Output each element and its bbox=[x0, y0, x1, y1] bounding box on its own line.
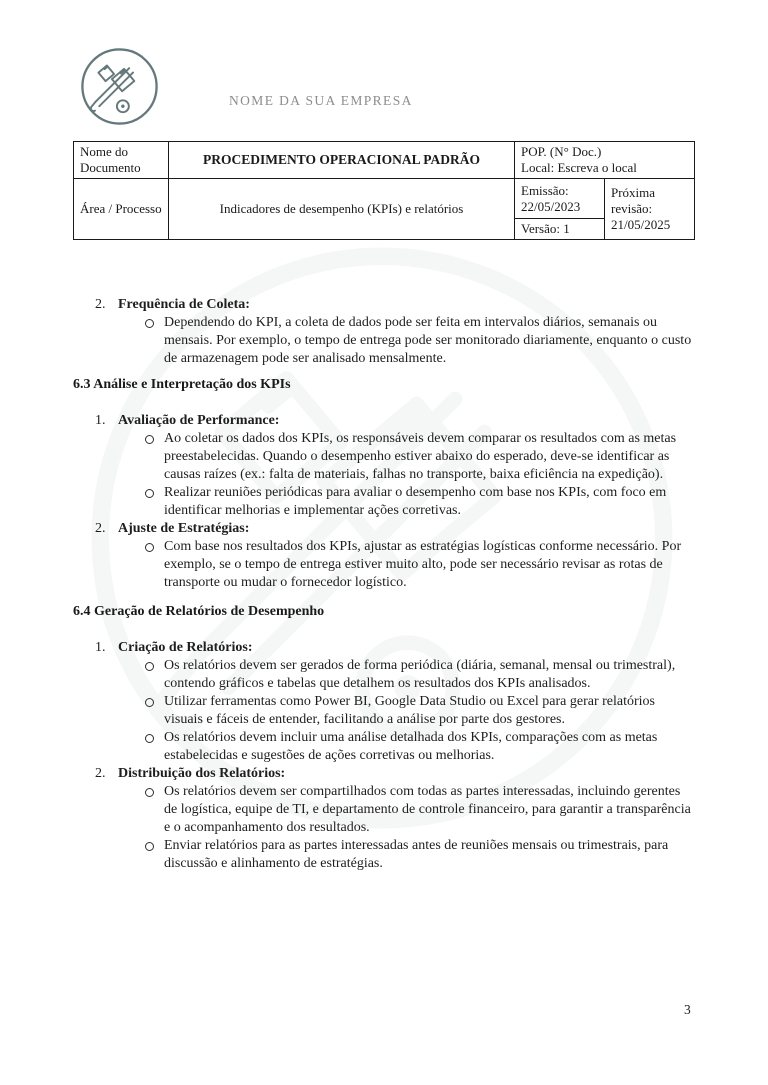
bullet-text: Os relatórios devem incluir uma análise detalhada dos KPIs, comparações com as metas estabelecidas e sugestões de ações corretivas ou melhorias. bbox=[164, 730, 658, 763]
document-body bbox=[73, 296, 695, 873]
circle-bullet-icon bbox=[145, 842, 154, 851]
bullet-item bbox=[73, 729, 695, 765]
list-item-number: 2. bbox=[95, 297, 106, 312]
list-item-number: 2. bbox=[95, 521, 106, 536]
company-name: NOME DA SUA EMPRESA bbox=[229, 93, 413, 108]
bullet-item bbox=[73, 693, 695, 729]
circle-bullet-icon bbox=[145, 489, 154, 498]
pop-number: POP. (N° Doc.) bbox=[521, 144, 602, 159]
list-item-frequencia-de-coleta bbox=[73, 296, 695, 314]
bullet-item bbox=[73, 657, 695, 693]
list-item-distribuicao-dos-relatorios bbox=[73, 765, 695, 783]
version-cell: Versão: 1 bbox=[515, 219, 605, 240]
emission-date-cell bbox=[515, 179, 605, 219]
bullet-item bbox=[73, 538, 695, 592]
circle-bullet-icon bbox=[145, 734, 154, 743]
circle-bullet-icon bbox=[145, 788, 154, 797]
emission-label: Emissão: bbox=[521, 182, 569, 198]
list-item-number: 1. bbox=[95, 640, 106, 655]
list-item-criacao-de-relatorios bbox=[73, 639, 695, 657]
circle-bullet-icon bbox=[145, 543, 154, 552]
next-revision-label: Próxima revisão: bbox=[611, 185, 656, 216]
emission-date: 22/05/2023 bbox=[521, 198, 581, 214]
circle-bullet-icon bbox=[145, 662, 154, 671]
bullet-item bbox=[73, 430, 695, 484]
list-item-ajuste-de-estrategias bbox=[73, 520, 695, 538]
list-item-number: 2. bbox=[95, 766, 106, 781]
list-item-title: Frequência de Coleta: bbox=[118, 297, 250, 312]
circle-bullet-icon bbox=[145, 319, 154, 328]
bullet-text: Os relatórios devem ser compartilhados com todas as partes interessadas, incluindo gerentes de logística, equipe de TI, e departamento de controle financeiro, para garantir a transparência e o acompanhamento dos resultados. bbox=[164, 784, 691, 835]
doc-name-label: Nome do Documento bbox=[74, 142, 169, 179]
list-item-number: 1. bbox=[95, 413, 106, 428]
bullet-text: Realizar reuniões periódicas para avaliar o desempenho com base nos KPIs, com foco em identificar melhorias e implementar ações corretivas. bbox=[164, 485, 667, 518]
bullet-item bbox=[73, 314, 695, 368]
circle-bullet-icon bbox=[145, 435, 154, 444]
area-process-label: Área / Processo bbox=[74, 179, 169, 240]
list-item-avaliacao-de-performance bbox=[73, 412, 695, 430]
doc-subject: Indicadores de desempenho (KPIs) e relatórios bbox=[169, 179, 515, 240]
section-heading-6-4: 6.4 Geração de Relatórios de Desempenho bbox=[73, 604, 325, 619]
bullet-text: Ao coletar os dados dos KPIs, os responsáveis devem comparar os resultados com as metas preestabelecidas. Quando o desempenho estiver abaixo do esperado, deve-se identificar as causas raízes (ex.: falta de materiais, falhas no transporte, baixa eficiência na expedição). bbox=[164, 431, 677, 482]
list-item-title: Criação de Relatórios: bbox=[118, 640, 253, 655]
bullet-text: Enviar relatórios para as partes interessadas antes de reuniões mensais ou trimestrais, para discussão e alinhamento de estratégias. bbox=[164, 838, 669, 871]
bullet-item bbox=[73, 837, 695, 873]
doc-number-cell bbox=[515, 142, 695, 179]
bullet-item bbox=[73, 783, 695, 837]
bullet-text: Dependendo do KPI, a coleta de dados pode ser feita em intervalos diários, semanais ou mensais. Por exemplo, o tempo de entrega pode ser monitorado diariamente, enquanto o custo de armazenagem pode ser analisado mensalmente. bbox=[164, 315, 692, 366]
next-revision-cell bbox=[605, 179, 695, 240]
next-revision-date: 21/05/2025 bbox=[611, 217, 671, 232]
hand-truck-logo-icon bbox=[80, 47, 159, 126]
circle-bullet-icon bbox=[145, 698, 154, 707]
bullet-text: Com base nos resultados dos KPIs, ajustar as estratégias logísticas conforme necessário. Por exemplo, se o tempo de entrega estiver muito alto, pode ser necessário revisar as rotas de transporte ou mudar o fornecedor logístico. bbox=[164, 539, 682, 590]
bullet-text: Utilizar ferramentas como Power BI, Google Data Studio ou Excel para gerar relatórios visuais e fáceis de entender, facilitando a análise por parte dos gestores. bbox=[164, 694, 655, 727]
page-number: 3 bbox=[684, 1002, 691, 1017]
list-item-title: Ajuste de Estratégias: bbox=[118, 521, 250, 536]
list-item-title: Distribuição dos Relatórios: bbox=[118, 766, 286, 781]
list-item-title: Avaliação de Performance: bbox=[118, 413, 280, 428]
bullet-text: Os relatórios devem ser gerados de forma periódica (diária, semanal, mensal ou trimestral), contendo gráficos e tabelas que detalhem os resultados dos KPIs analisados. bbox=[164, 658, 676, 691]
doc-title: PROCEDIMENTO OPERACIONAL PADRÃO bbox=[169, 142, 515, 179]
local-field: Local: Escreva o local bbox=[521, 160, 637, 175]
section-heading-6-3: 6.3 Análise e Interpretação dos KPIs bbox=[73, 377, 291, 392]
document-info-table bbox=[73, 141, 695, 240]
bullet-item bbox=[73, 484, 695, 520]
